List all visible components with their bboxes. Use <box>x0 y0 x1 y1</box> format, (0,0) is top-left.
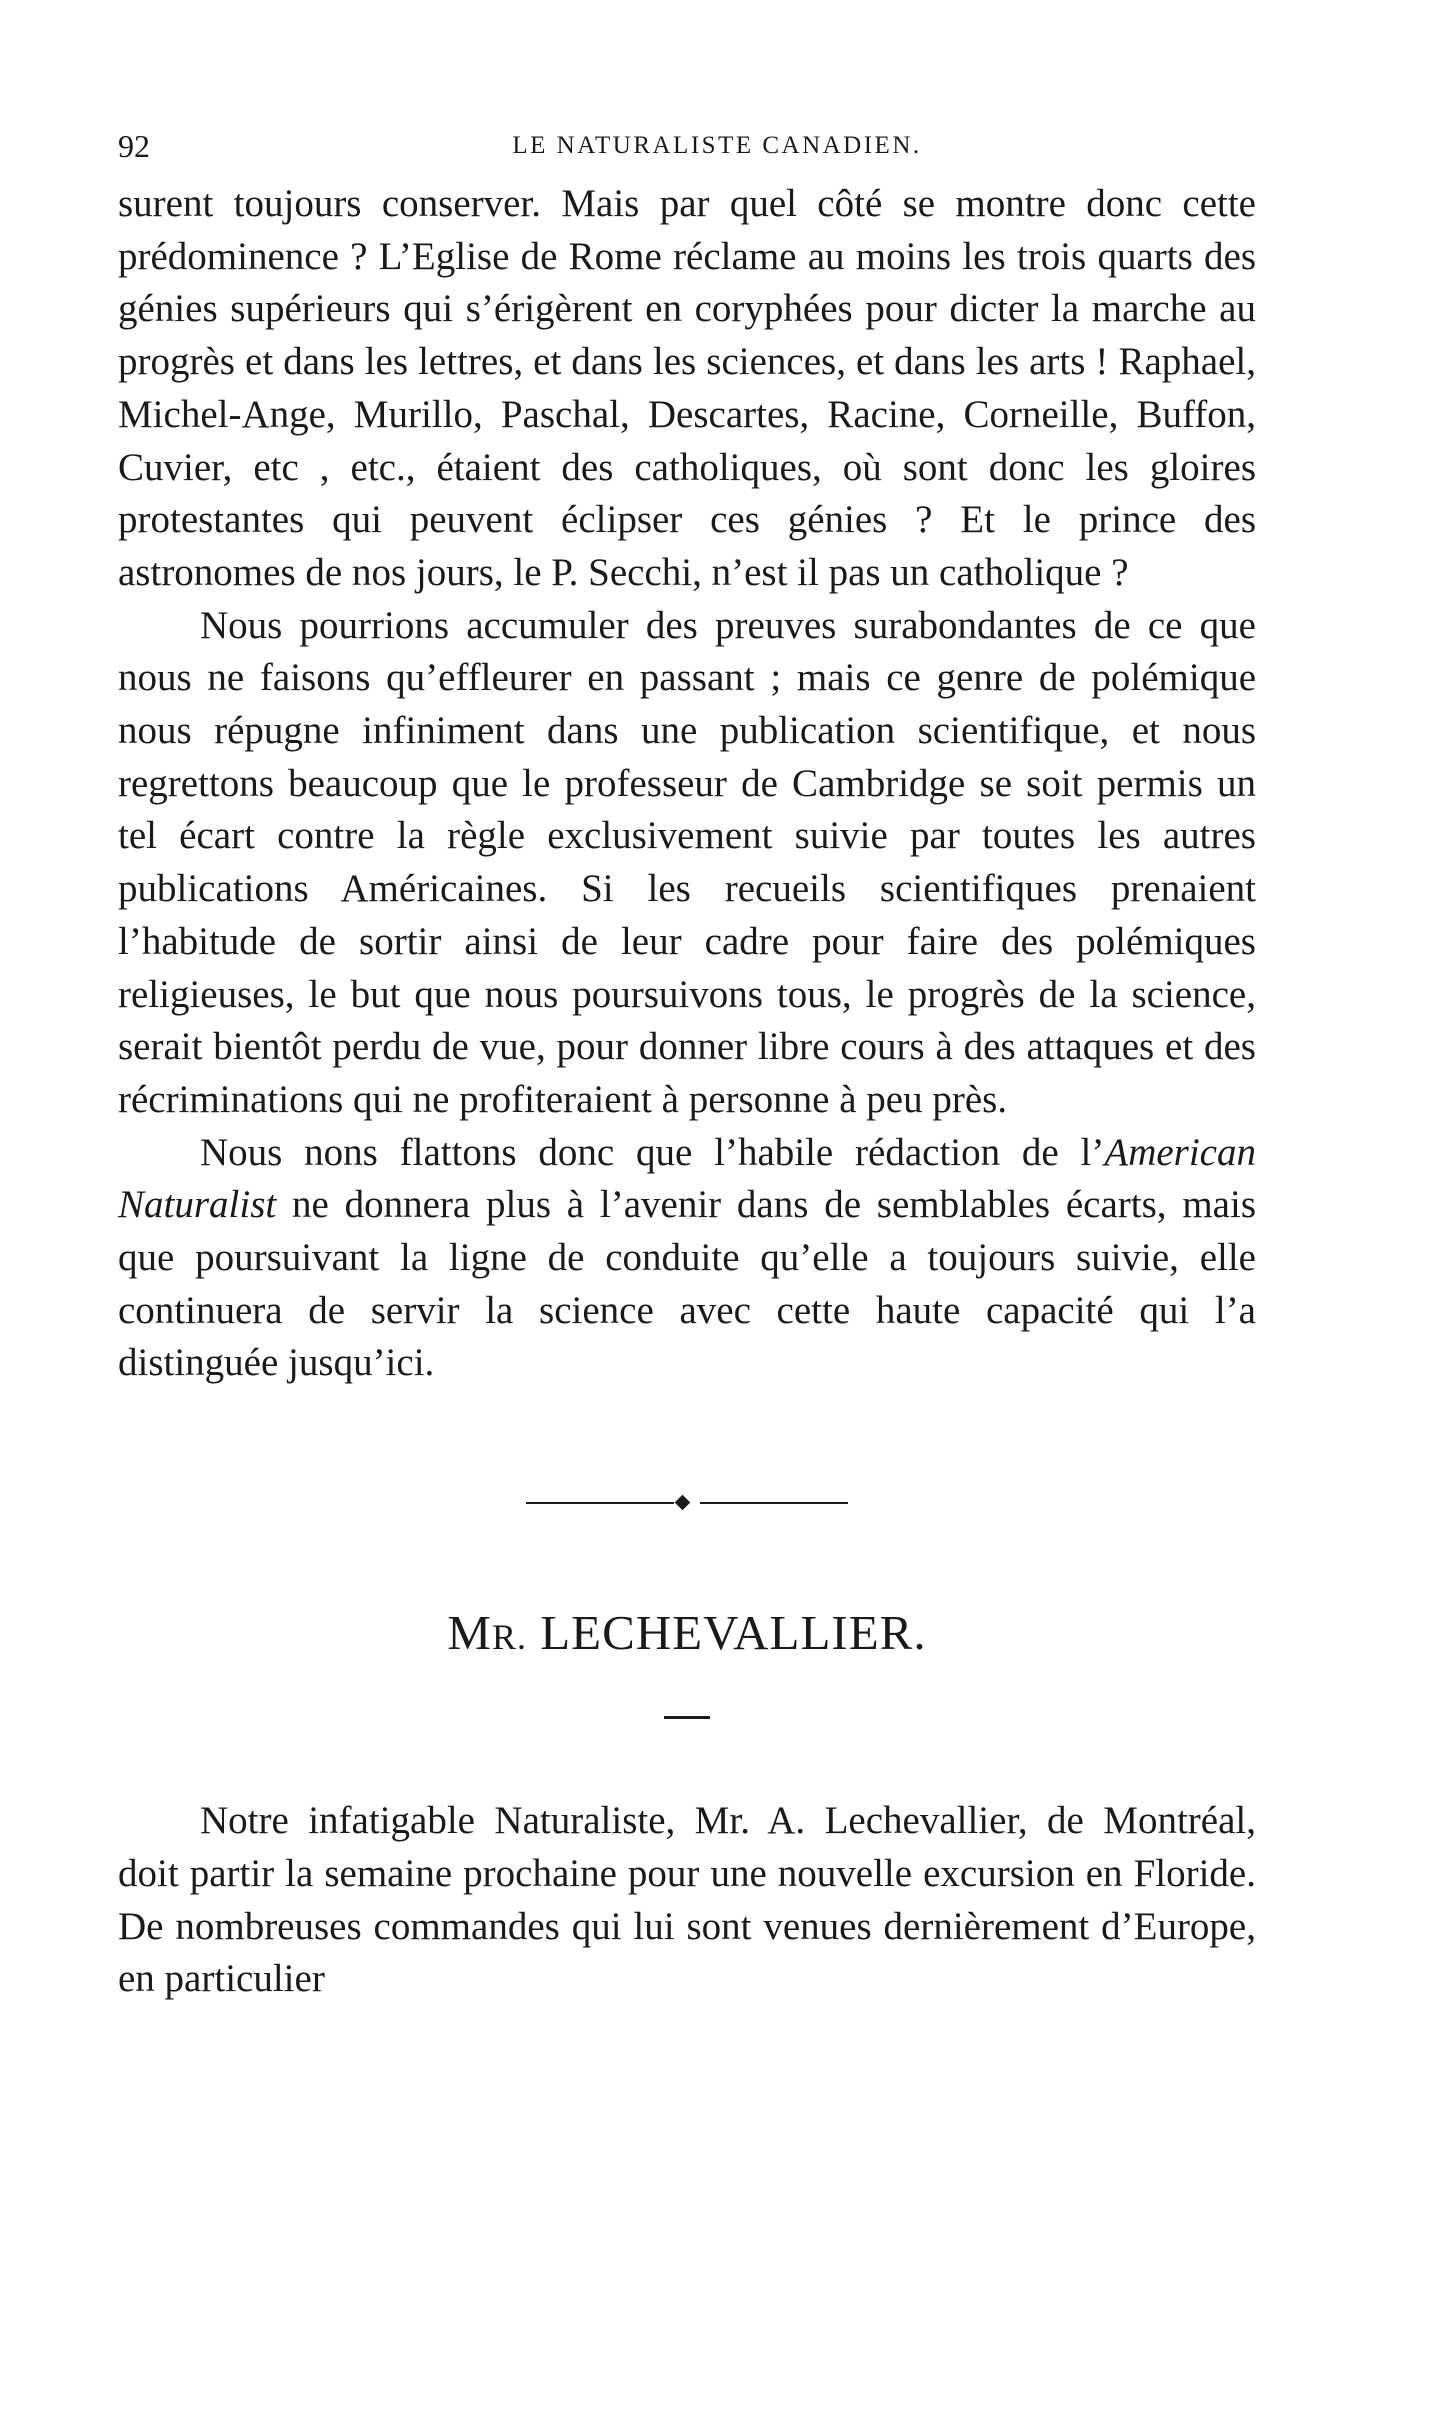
paragraph-text: ne donnera plus à l’avenir dans de semblables écarts, mais que poursuivant la ligne de conduite qu’elle a toujours suivie, elle continuera de servir la science avec cette haute capacité qui l’a distinguée jusqu’ici. <box>118 1183 1256 1385</box>
article-title <box>118 1603 1256 1663</box>
paragraph-continuation: surent toujours conserver. Mais par quel côté se montre donc cette prédominence ? L’Eglise de Rome réclame au moins les trois quarts des génies supérieurs qui s’érigèrent en coryphées pour dicter la marche au progrès et dans les lettres, et dans les sciences, et dans les arts ! Raphael, Michel-Ange, Murillo, Paschal, Descartes, Racine, Corneille, Buffon, Cuvier, etc , etc., étaient des catholiques, où sont donc les gloires protestantes qui peuvent éclipser ces génies ? Et le prince des astronomes de nos jours, le P. Secchi, n’est il pas un catholique ? <box>118 182 1256 594</box>
paragraph-text: Nous nons flattons donc que l’habile rédaction de l’ <box>200 1130 1105 1174</box>
title-prefix: M <box>447 1605 492 1661</box>
page-number: 92 <box>118 128 150 164</box>
divider-line <box>700 1502 848 1504</box>
diamond-ornament-icon <box>675 1495 691 1511</box>
title-prefix-small: R. <box>491 1617 527 1658</box>
divider-line <box>526 1502 674 1504</box>
title-rule <box>664 1716 710 1719</box>
section-divider <box>526 1493 848 1513</box>
article-body <box>118 178 1256 1390</box>
journal-name-italic: American Naturalist <box>118 1130 1256 1227</box>
page <box>118 128 1256 2006</box>
article-body <box>118 1795 1256 2006</box>
title-name: LECHEVALLIER. <box>526 1605 927 1661</box>
running-head <box>118 128 1256 178</box>
journal-title: LE NATURALISTE CANADIEN. <box>512 132 922 159</box>
paragraph: Nous pourrions accumuler des preuves surabondantes de ce que nous ne faisons qu’effleurer en passant ; mais ce genre de polémique nous répugne infiniment dans une publication scientifique, et nous regrettons beaucoup que le professeur de Cambridge se soit permis un tel écart contre la règle exclusivement suivie par toutes les autres publications Américaines. Si les recueils scientifiques prenaient l’habitude de sortir ainsi de leur cadre pour faire des polémiques religieuses, le but que nous poursuivons tous, le progrès de la science, serait bientôt perdu de vue, pour donner libre cours à des attaques et des récriminations qui ne profiteraient à personne à peu près. <box>118 603 1256 1121</box>
paragraph <box>118 1127 1256 1391</box>
paragraph: Notre infatigable Naturaliste, Mr. A. Lechevallier, de Montréal, doit partir la semaine prochaine pour une nouvelle excursion en Floride. De nombreuses commandes qui lui sont venues dernièrement d’Europe, en particulier <box>118 1799 1256 2001</box>
